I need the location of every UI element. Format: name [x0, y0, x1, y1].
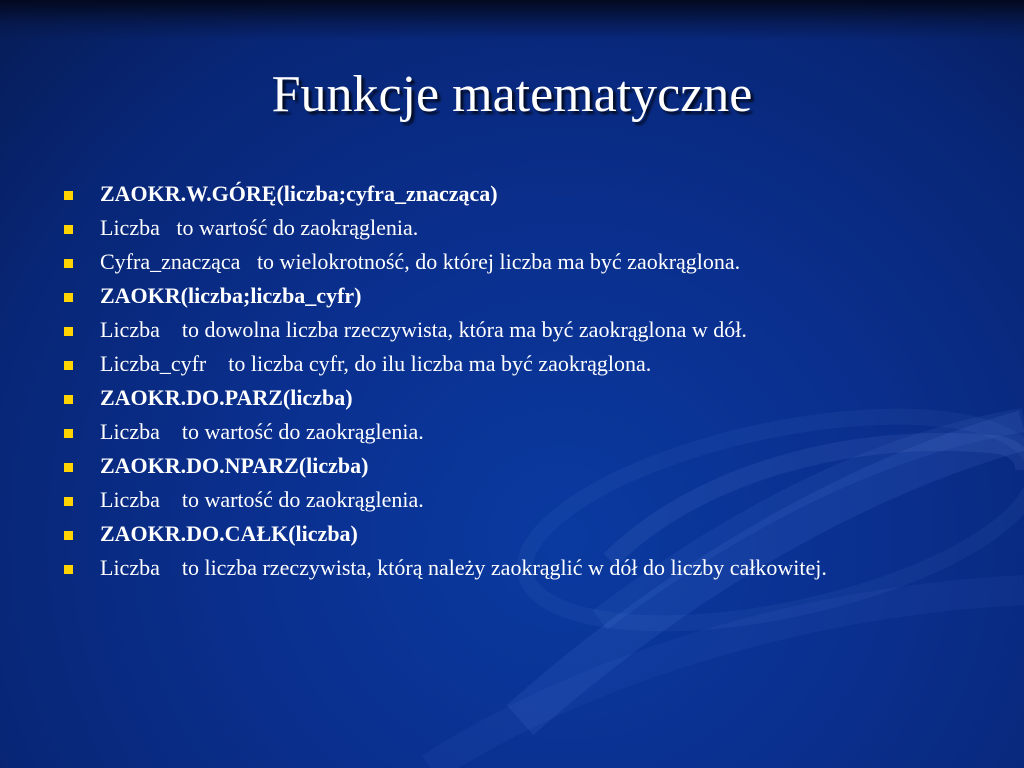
- bullet-text: ZAOKR.DO.NPARZ(liczba): [100, 453, 369, 478]
- square-bullet-icon: [64, 463, 73, 472]
- bullet-text: ZAOKR.DO.PARZ(liczba): [100, 385, 353, 410]
- bullet-item: [62, 350, 942, 378]
- bullet-text: Liczba to dowolna liczba rzeczywista, która ma być zaokrąglona w dół.: [100, 317, 747, 342]
- square-bullet-icon: [64, 531, 73, 540]
- slide-title: Funkcje matematyczne: [271, 66, 753, 123]
- square-bullet-icon: [64, 497, 73, 506]
- bullet-item: [62, 316, 942, 344]
- square-bullet-icon: [64, 293, 73, 302]
- bullet-text: Liczba to liczba rzeczywista, którą należy zaokrąglić w dół do liczby całkowitej.: [100, 555, 827, 580]
- bullet-text: ZAOKR(liczba;liczba_cyfr): [100, 283, 362, 308]
- bullet-text: Liczba_cyfr to liczba cyfr, do ilu liczba ma być zaokrąglona.: [100, 351, 652, 376]
- bullet-text: ZAOKR.W.GÓRĘ(liczba;cyfra_znacząca): [100, 181, 498, 206]
- bullet-text: Liczba to wartość do zaokrąglenia.: [100, 487, 424, 512]
- bullet-item: [62, 214, 942, 242]
- square-bullet-icon: [64, 565, 73, 574]
- bullet-item: [62, 180, 942, 208]
- bullet-list: [62, 180, 942, 588]
- bullet-text: ZAOKR.DO.CAŁK(liczba): [100, 521, 358, 546]
- square-bullet-icon: [64, 225, 73, 234]
- square-bullet-icon: [64, 361, 73, 370]
- bullet-item: [62, 554, 942, 582]
- bullet-text: Cyfra_znacząca to wielokrotność, do której liczba ma być zaokrąglona.: [100, 249, 741, 274]
- square-bullet-icon: [64, 429, 73, 438]
- square-bullet-icon: [64, 259, 73, 268]
- square-bullet-icon: [64, 191, 73, 200]
- square-bullet-icon: [64, 327, 73, 336]
- bullet-text: Liczba to wartość do zaokrąglenia.: [100, 215, 419, 240]
- bullet-item: [62, 384, 942, 412]
- bullet-text: Liczba to wartość do zaokrąglenia.: [100, 419, 424, 444]
- square-bullet-icon: [64, 395, 73, 404]
- bullet-item: [62, 282, 942, 310]
- bullet-item: [62, 520, 942, 548]
- bullet-item: [62, 486, 942, 514]
- bullet-item: [62, 452, 942, 480]
- bullet-item: [62, 248, 942, 276]
- bullet-item: [62, 418, 942, 446]
